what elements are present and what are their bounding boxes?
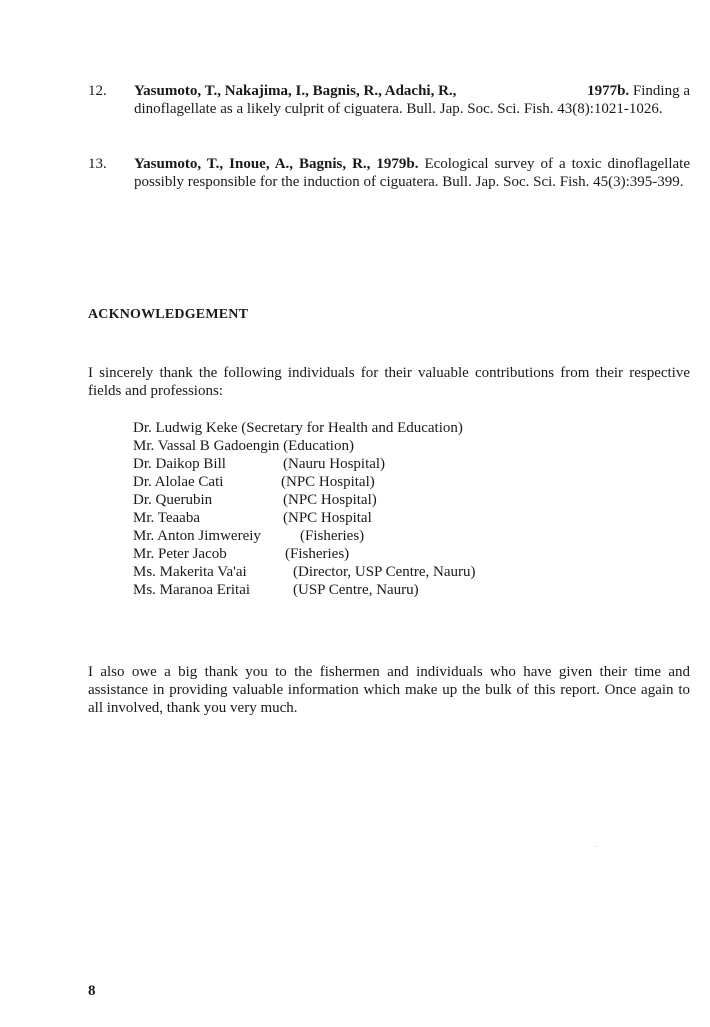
person-name: Dr. Daikop Bill (133, 456, 226, 472)
reference-authors: Yasumoto, T., Nakajima, I., Bagnis, R., Adachi, R., (134, 83, 457, 99)
reference-body (134, 155, 690, 191)
person-affiliation: (NPC Hospital) (281, 474, 375, 490)
reference-text: dinoflagellate as a likely culprit of ciguatera. Bull. Jap. Soc. Sci. Fish. 43(8):1021-1026. (134, 101, 663, 117)
person-name: Dr. Ludwig Keke (Secretary for Health and Education) (133, 420, 463, 436)
person-affiliation: (Nauru Hospital) (283, 456, 386, 472)
reference-text: Ecological survey of a toxic dinoflagellate possibly responsible for the induction of ciguatera. Bull. Jap. Soc. Sci. Fish. 45(3):395-399. (134, 156, 690, 190)
person-name: Dr. Querubin (133, 492, 213, 508)
person-affiliation: (Fisheries) (285, 546, 350, 562)
page-number: 8 (88, 983, 96, 999)
reference-number: 12. (88, 83, 107, 99)
person-affiliation: (Fisheries) (300, 528, 365, 544)
intro-paragraph: I sincerely thank the following individuals for their valuable contributions from their respective fields and professions: (88, 365, 690, 399)
reference-body (134, 82, 690, 118)
scan-speck (596, 846, 597, 847)
person-affiliation: (Director, USP Centre, Nauru) (293, 564, 476, 580)
section-heading: ACKNOWLEDGEMENT (88, 307, 249, 322)
person-name: Mr. Anton Jimwereiy (133, 528, 261, 544)
reference-year: 1977b. (587, 83, 630, 99)
person-affiliation: (NPC Hospital (283, 510, 372, 526)
person-name: Ms. Maranoa Eritai (133, 582, 251, 598)
person-name: Mr. Peter Jacob (133, 546, 227, 562)
person-affiliation: (NPC Hospital) (283, 492, 377, 508)
reference-number: 13. (88, 156, 107, 172)
reference-year-group (587, 82, 690, 100)
reference-title-start: Finding a (632, 83, 690, 99)
reference-first-line (134, 82, 690, 100)
person-name: Dr. Alolae Cati (133, 474, 224, 490)
reference-authors: Yasumoto, T., Inoue, A., Bagnis, R., 1979b. (134, 156, 419, 172)
person-name: Mr. Teaaba (133, 510, 200, 526)
person-affiliation: (USP Centre, Nauru) (293, 582, 419, 598)
person-name: Ms. Makerita Va'ai (133, 564, 247, 580)
closing-paragraph: I also owe a big thank you to the fishermen and individuals who have given their time and assistance in providing valuable information which make up the bulk of this report. Once again to all involved, thank you very much. (88, 664, 690, 716)
person-name: Mr. Vassal B Gadoengin (Education) (133, 438, 354, 454)
